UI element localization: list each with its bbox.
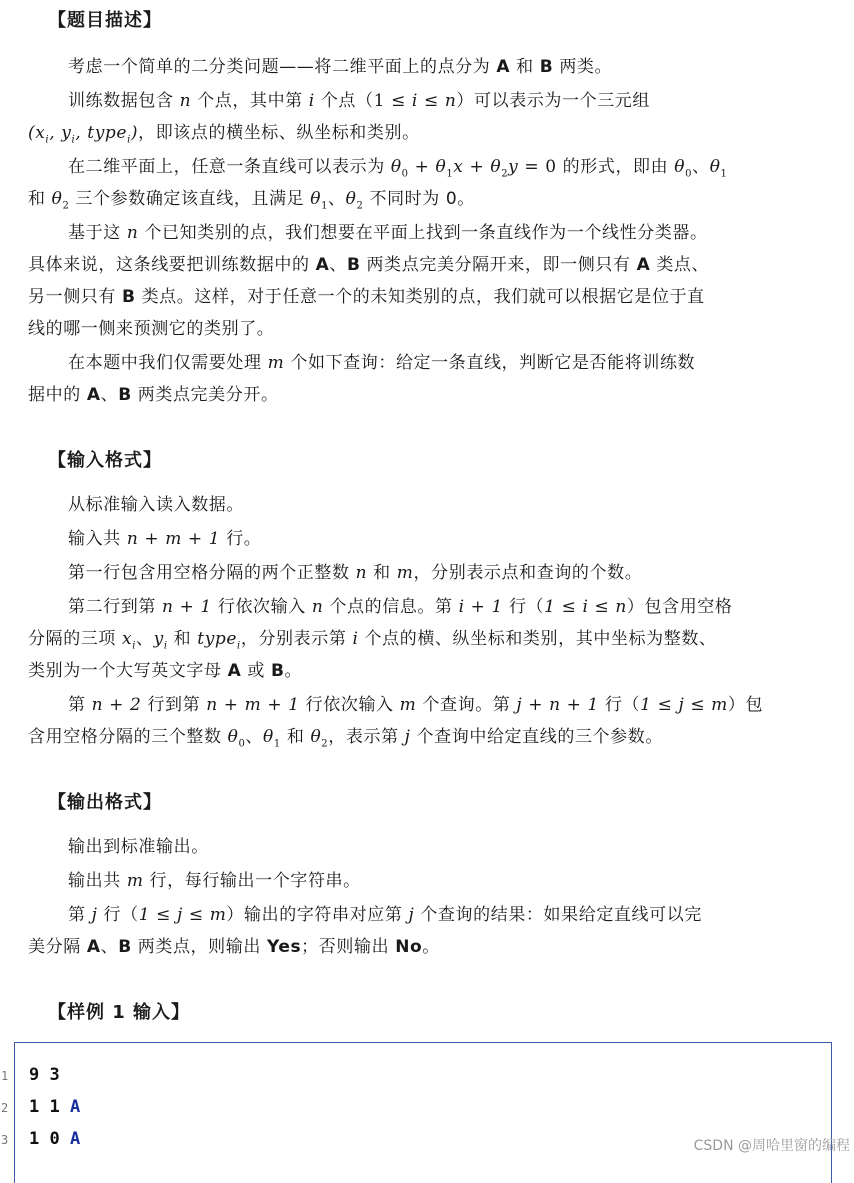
input-line-2: 输入共 n + m + 1 行。 — [68, 529, 262, 549]
desc-paragraph-2-cont: ($x_i$, $y_i$, type$_i$)，即该点的横坐标、纵坐标和类别。 — [28, 123, 420, 146]
code-line: 1 0 A — [29, 1129, 81, 1149]
input-line-1: 从标准输入读入数据。 — [68, 495, 244, 515]
input-line-4: 第二行到第 n + 1 行依次输入 n 个点的信息。第 i + 1 行（1 ≤ i ≤ n）包含用空格 — [68, 597, 733, 617]
desc-paragraph-5-cont: 据中的 A、B 两类点完美分开。 — [28, 385, 279, 405]
desc-paragraph-3: 在二维平面上，任意一条直线可以表示为 $\theta_0 + \theta_1x + \theta_2y = 0$ 的形式，即由 $\theta_0$、$\theta_1$ — [68, 157, 728, 180]
input-line-3: 第一行包含用空格分隔的两个正整数 n 和 m，分别表示点和查询的个数。 — [68, 563, 643, 583]
desc-paragraph-4: 基于这 n 个已知类别的点，我们想要在平面上找到一条直线作为一个线性分类器。 — [68, 223, 708, 243]
desc-paragraph-4-cont1: 具体来说，这条线要把训练数据中的 A、B 两类点完美分隔开来，即一侧只有 A 类点、 — [28, 255, 710, 275]
line-number: 3 — [1, 1133, 9, 1147]
output-line-3: 第 j 行（1 ≤ j ≤ m）输出的字符串对应第 j 个查询的结果：如果给定直线可以完 — [68, 905, 702, 925]
csdn-watermark: CSDN @周哈里窗的编程 — [693, 1138, 850, 1154]
heading-description: 【题目描述】 — [48, 10, 162, 31]
output-line-3-cont: 美分隔 A、B 两类点，则输出 Yes；否则输出 No。 — [28, 937, 440, 957]
desc-paragraph-1: 考虑一个简单的二分类问题——将二维平面上的点分为 A 和 B 两类。 — [68, 57, 613, 77]
heading-sample1-input: 【样例 1 输入】 — [48, 1002, 191, 1023]
line-number: 1 — [1, 1069, 9, 1083]
input-line-4-cont2: 类别为一个大写英文字母 A 或 B。 — [28, 661, 303, 681]
input-line-4-cont1: 分隔的三项 $x_i$、$y_i$ 和 type$_i$，分别表示第 i 个点的横、纵坐标和类别，其中坐标为整数、 — [28, 629, 717, 652]
input-line-5-cont: 含用空格分隔的三个整数 $\theta_0$、$\theta_1$ 和 $\theta_2$，表示第 j 个查询中给定直线的三个参数。 — [28, 727, 663, 750]
desc-paragraph-3-cont: 和 $\theta_2$ 三个参数确定该直线，且满足 $\theta_1$、$\theta_2$ 不同时为 0。 — [28, 189, 475, 212]
heading-output-format: 【输出格式】 — [48, 792, 162, 813]
heading-input-format: 【输入格式】 — [48, 450, 162, 471]
desc-paragraph-4-cont2: 另一侧只有 B 类点。这样，对于任意一个的未知类别的点，我们就可以根据它是位于直 — [28, 287, 705, 307]
line-number: 2 — [1, 1101, 9, 1115]
code-line: 1 1 A — [29, 1097, 81, 1117]
output-line-2: 输出共 m 行，每行输出一个字符串。 — [68, 871, 361, 891]
desc-paragraph-2: 训练数据包含 n 个点，其中第 i 个点（1 ≤ i ≤ n）可以表示为一个三元组 — [68, 91, 650, 111]
code-line: 9 3 — [29, 1065, 60, 1085]
input-line-5: 第 n + 2 行到第 n + m + 1 行依次输入 m 个查询。第 j + n + 1 行（1 ≤ j ≤ m）包 — [68, 695, 764, 715]
desc-paragraph-5: 在本题中我们仅需要处理 m 个如下查询：给定一条直线，判断它是否能将训练数 — [68, 353, 696, 373]
desc-paragraph-4-cont3: 线的哪一侧来预测它的类别了。 — [28, 319, 275, 339]
output-line-1: 输出到标准输出。 — [68, 837, 209, 857]
